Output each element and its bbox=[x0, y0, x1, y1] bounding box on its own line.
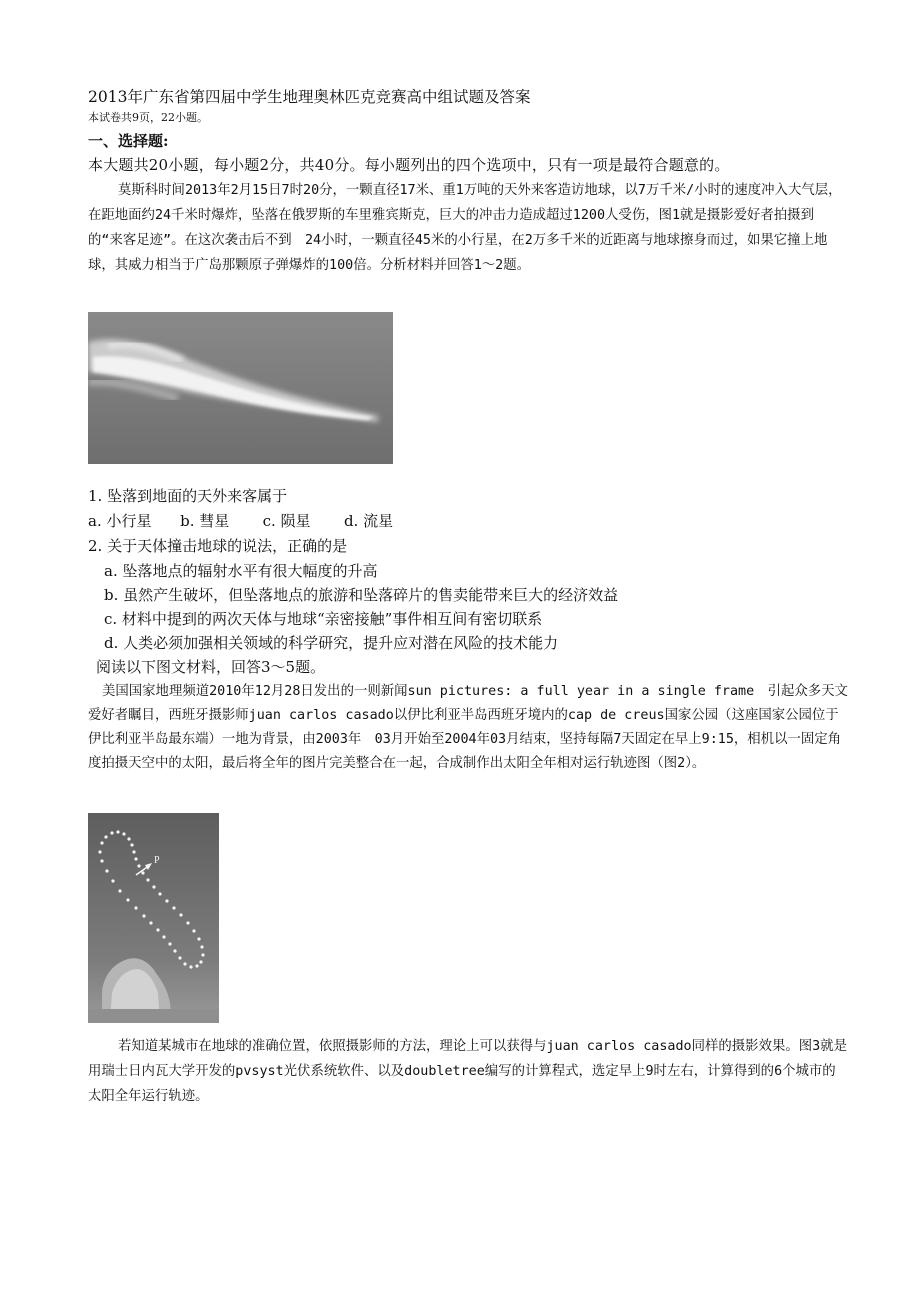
document-title: 2013年广东省第四届中学生地理奥林匹克竞赛高中组试题及答案 bbox=[88, 88, 531, 106]
marker-p-label: P bbox=[154, 855, 160, 866]
section2-intro: 阅读以下图文材料，回答3～5题。 bbox=[96, 658, 326, 676]
passage-meteor: 莫斯科时间2013年2月15日7时20分，一颗直径17米、重1万吨的天外来客造访地球，以7万千米/小时的速度冲入大气层，在距地面约24千米时爆炸，坠落在俄罗斯的车里雅宾斯克，巨大的冲击力造成超过1200人受伤，图1就是摄影爱好者拍摄到的“来客足迹”。在这次袭击后不到 24小时，一颗直径45米的小行星，在2万多千米的近距离与地球擦身而过，如果它撞上地球，其威力相当于广岛那颗原子弹爆炸的100倍。分析材料并回答1～2题。 bbox=[88, 183, 842, 273]
q1-option-d: d. 流星 bbox=[343, 512, 394, 530]
q1-option-b: b. 彗星 bbox=[180, 512, 230, 530]
analemma-photo bbox=[88, 813, 219, 1023]
q2-option-b: b. 虽然产生破坏，但坠落地点的旅游和坠落碎片的售卖能带来巨大的经济效益 bbox=[104, 586, 619, 604]
passage-pvsyst-block bbox=[88, 1034, 848, 1109]
question-1: 1. 坠落到地面的天外来客属于 bbox=[88, 487, 288, 505]
passage-sun-pictures: 美国国家地理频道2010年12月28日发出的一则新闻sun pictures: a full year in a single frame 引起众多天文爱好者瞩目，西班牙摄影师juan carlos casado以伊比利亚半岛西班牙境内的cap de creus国家公园（这座国家公园位于伊比利亚半岛最东端）一地为背景，由2003年 03月开始至2004年03月结束，坚持每隔7天固定在早上9:15，相机以一固定角度拍摄天空中的太阳，最后将全年的图片完美整合在一起，合成制作出太阳全年相对运行轨迹图（图2）。 bbox=[88, 684, 848, 771]
q1-option-c: c. 陨星 bbox=[262, 512, 311, 530]
q1-option-a: a. 小行星 bbox=[88, 512, 152, 530]
questions-block bbox=[88, 484, 848, 776]
meteor-trail-photo bbox=[88, 312, 393, 464]
q2-option-c: c. 材料中提到的两次天体与地球“亲密接触”事件相互间有密切联系 bbox=[104, 610, 543, 628]
question-2: 2. 关于天体撞击地球的说法，正确的是 bbox=[88, 537, 348, 555]
question-1-options bbox=[88, 509, 848, 534]
passage-pvsyst: 若知道某城市在地球的准确位置，依照摄影师的方法，理论上可以获得与juan carlos casado同样的摄影效果。图3就是用瑞士日内瓦大学开发的pvsyst光伏系统软件、以及doubletree编写的计算程式，选定早上9时左右，计算得到的6个城市的太阳全年运行轨迹。 bbox=[88, 1039, 847, 1104]
q2-option-a: a. 坠落地点的辐射水平有很大幅度的升高 bbox=[104, 562, 378, 580]
section-heading: 一、选择题: bbox=[88, 132, 169, 150]
q2-option-d: d. 人类必须加强相关领域的科学研究，提升应对潜在风险的技术能力 bbox=[104, 634, 559, 652]
section-instruction: 本大题共20小题，每小题2分，共40分。每小题列出的四个选项中，只有一项是最符合题意的。 bbox=[88, 156, 730, 174]
document-page bbox=[88, 86, 848, 278]
document-subtitle: 本试卷共9页，22小题。 bbox=[88, 111, 208, 124]
